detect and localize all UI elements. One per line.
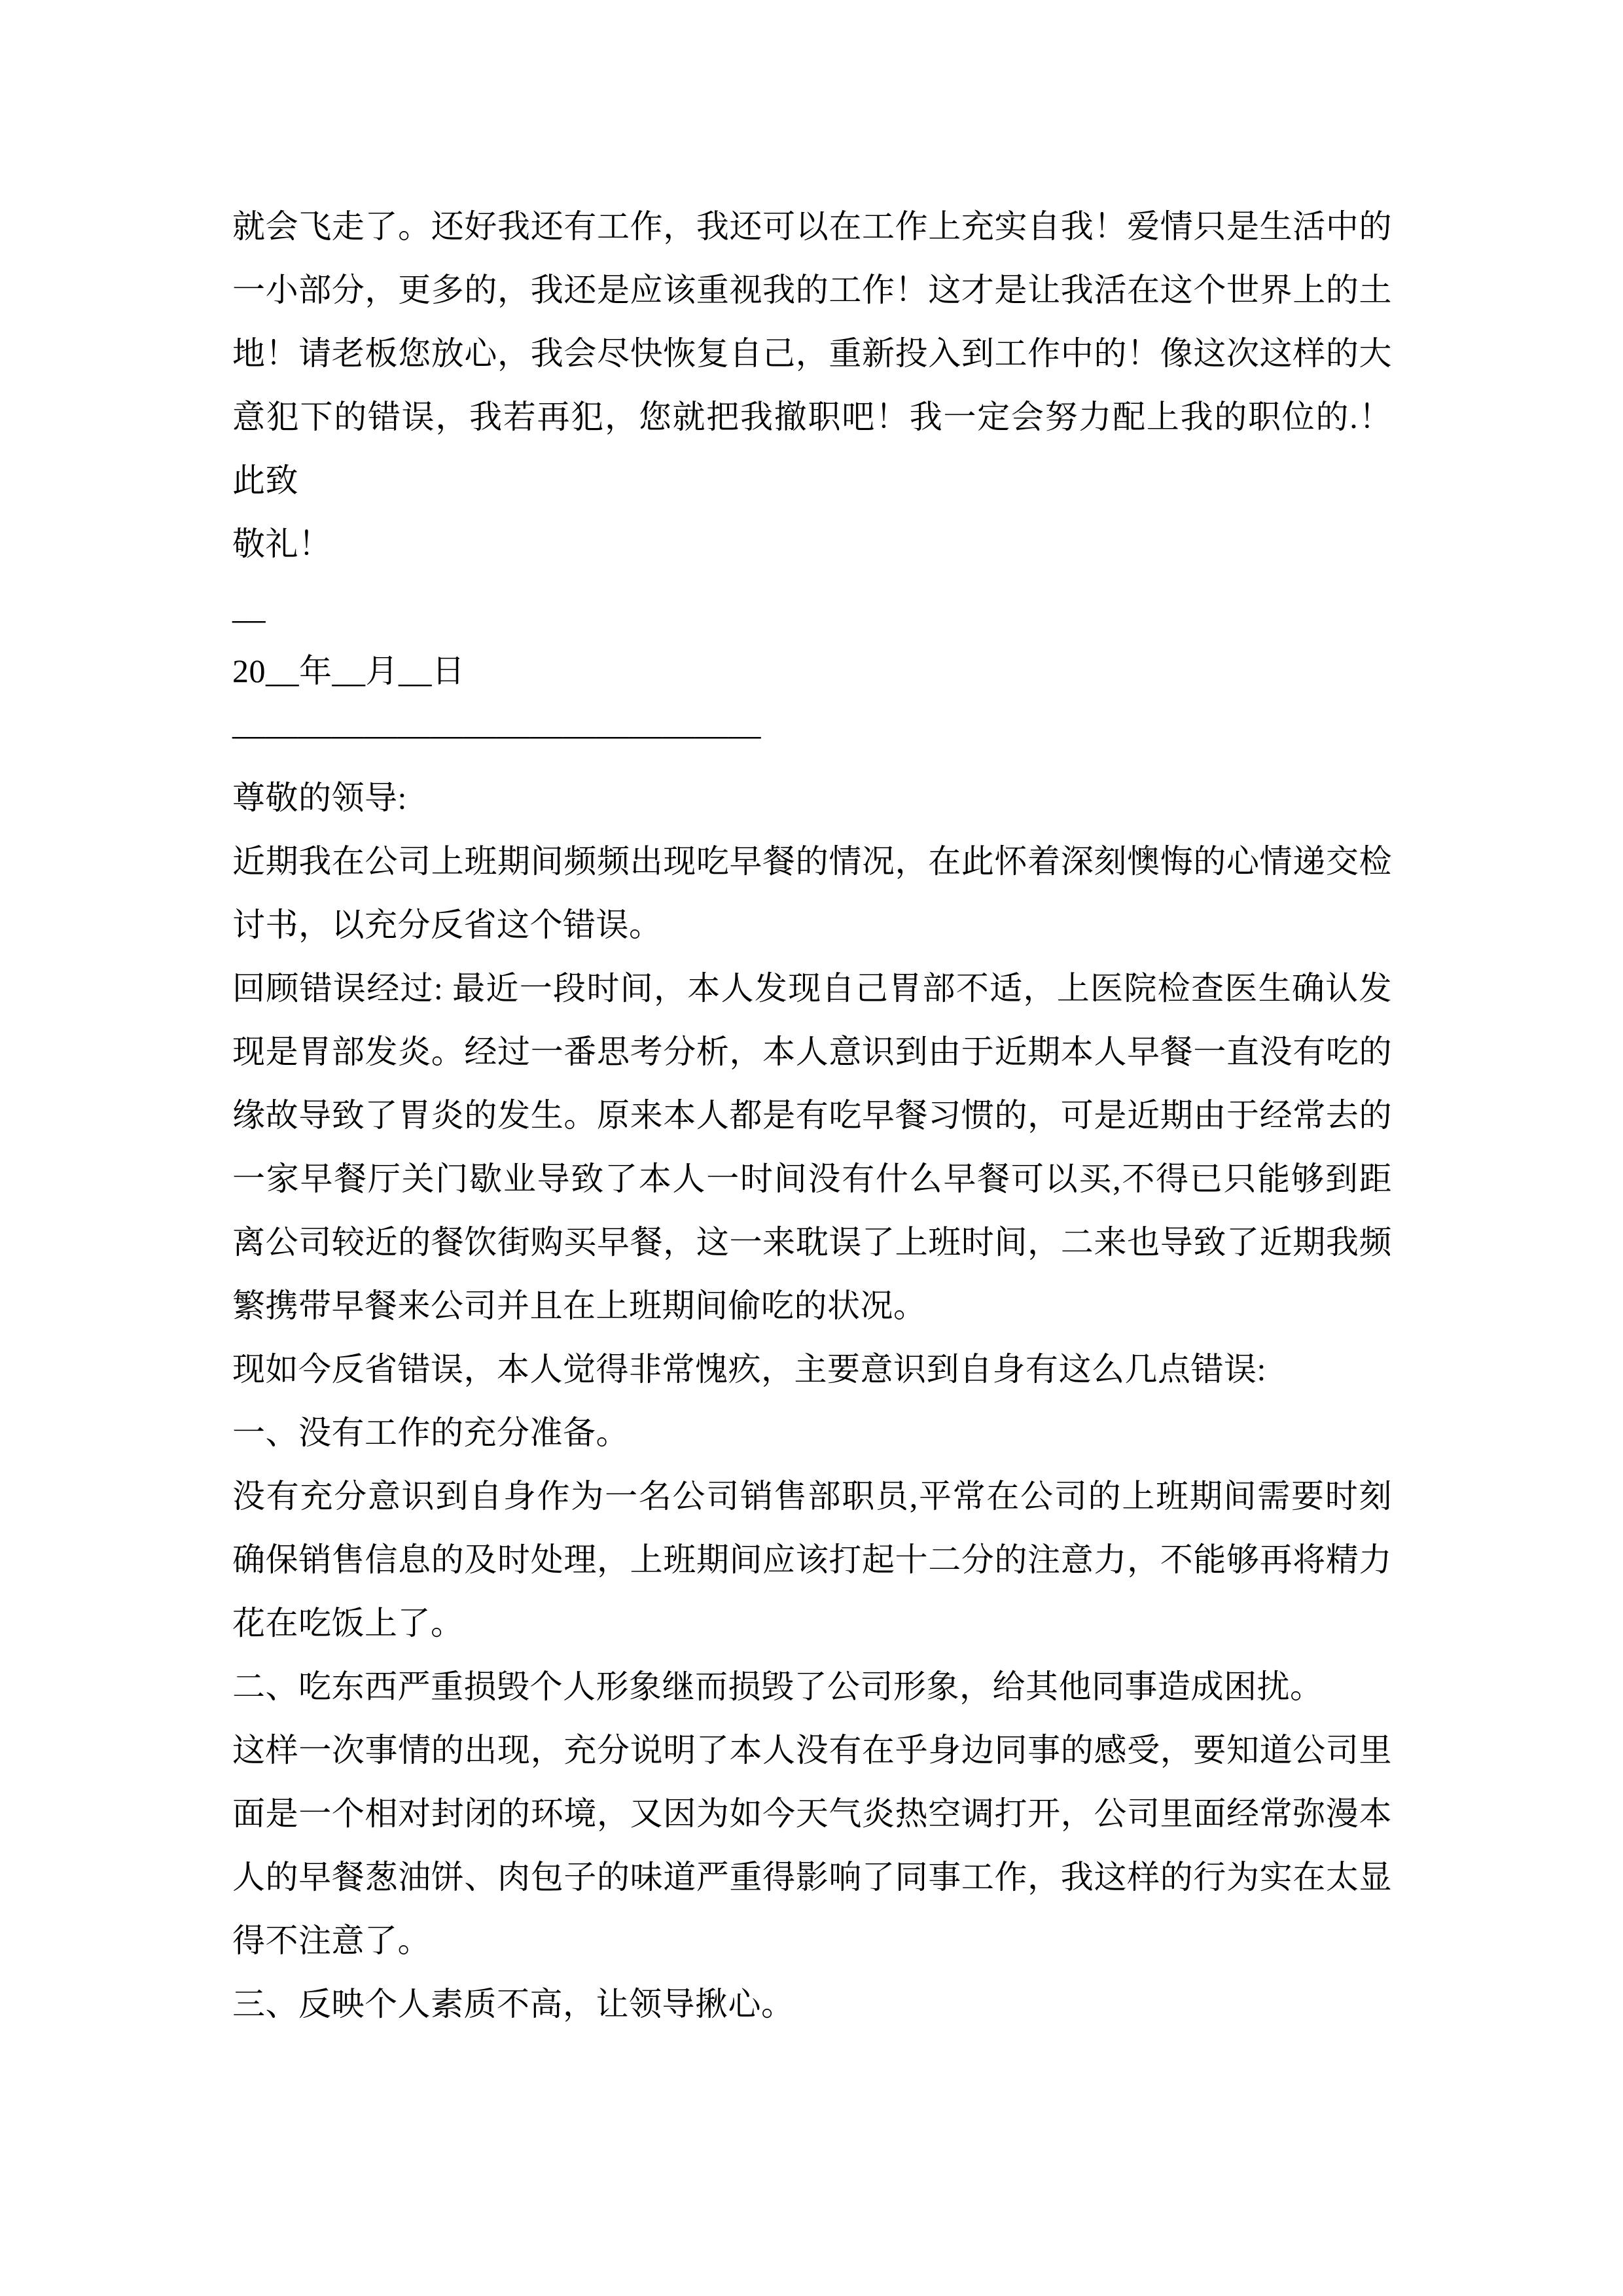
document-text-line: 二、吃东西严重损毁个人形象继而损毁了公司形象，给其他同事造成困扰。 (232, 1668, 1323, 1705)
document-text-line: 就会飞走了。还好我还有工作，我还可以在工作上充实自我！爱情只是生活中的 (232, 208, 1392, 245)
document-text-line: 一、没有工作的充分准备。 (232, 1414, 629, 1451)
document-text-line: __ (232, 589, 266, 626)
document-text-line: 现如今反省错误，本人觉得非常愧疚，主要意识到自身有这么几点错误: (232, 1351, 1266, 1388)
document-text-line: 近期我在公司上班期间频频出现吃早餐的情况，在此怀着深刻懊悔的心情递交检 (232, 843, 1392, 880)
document-text-line: 三、反映个人素质不高，让领导揪心。 (232, 1986, 794, 2022)
document-text-line: 这样一次事情的出现，充分说明了本人没有在乎身边同事的感受，要知道公司里 (232, 1732, 1392, 1768)
document-text-line: 意犯下的错误，我若再犯，您就把我撤职吧！我一定会努力配上我的职位的.！ (232, 399, 1392, 435)
document-text-line: 离公司较近的餐饮街购买早餐，这一来耽误了上班时间，二来也导致了近期我频 (232, 1224, 1392, 1261)
document-text-line: 回顾错误经过: 最近一段时间，本人发现自己胃部不适，上医院检查医生确认发 (232, 970, 1392, 1007)
document-text-line: 20__年__月__日 (232, 653, 465, 689)
document-text-line: 现是胃部发炎。经过一番思考分析，本人意识到由于近期本人早餐一直没有吃的 (232, 1033, 1392, 1070)
document-text-line: 面是一个相对封闭的环境，又因为如今天气炎热空调打开，公司里面经常弥漫本 (232, 1795, 1392, 1832)
document-text-line: 缘故导致了胃炎的发生。原来本人都是有吃早餐习惯的，可是近期由于经常去的 (232, 1097, 1392, 1134)
document-text-line: ———————————————— (232, 716, 761, 753)
letter-body (232, 195, 1392, 2036)
document-text-line: 一家早餐厅关门歇业导致了本人一时间没有什么早餐可以买,不得已只能够到距 (232, 1160, 1392, 1197)
document-text-line: 人的早餐葱油饼、肉包子的味道严重得影响了同事工作，我这样的行为实在太显 (232, 1859, 1392, 1895)
document-text-line: 得不注意了。 (232, 1922, 431, 1959)
document-text-line: 确保销售信息的及时处理，上班期间应该打起十二分的注意力，不能够再将精力 (232, 1541, 1392, 1578)
document-text-line: 讨书，以充分反省这个错误。 (232, 906, 662, 943)
document-text-line: 没有充分意识到自身作为一名公司销售部职员,平常在公司的上班期间需要时刻 (232, 1478, 1392, 1515)
document-text-line: 敬礼！ (232, 526, 332, 562)
document-text-line: 花在吃饭上了。 (232, 1605, 464, 1641)
document-text-line: 繁携带早餐来公司并且在上班期间偷吃的状况。 (232, 1287, 927, 1324)
document-text-line: 一小部分，更多的，我还是应该重视我的工作！这才是让我活在这个世界上的土 (232, 272, 1392, 308)
document-text-line: 此致 (232, 462, 298, 499)
document-text-line: 地！请老板您放心，我会尽快恢复自己，重新投入到工作中的！像这次这样的大 (232, 335, 1392, 372)
document-text-line: 尊敬的领导: (232, 780, 407, 816)
